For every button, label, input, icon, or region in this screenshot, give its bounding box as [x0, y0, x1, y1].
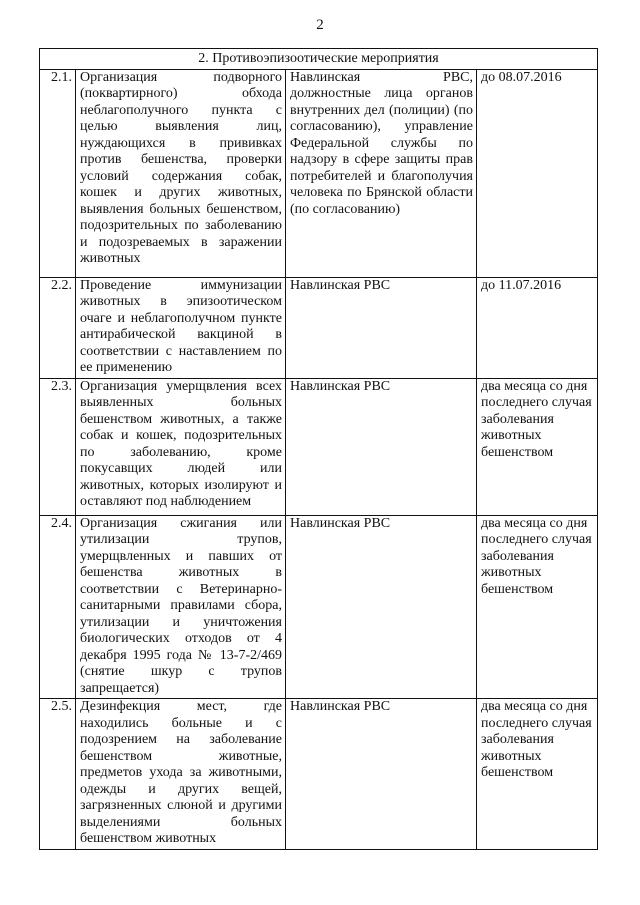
- row-number: 2.1.: [40, 69, 76, 277]
- deadline-cell: до 11.07.2016: [477, 277, 598, 378]
- row-number: 2.5.: [40, 699, 76, 850]
- responsible-cell: Навлинская РВС, должностные лица органов внутренних дел (полиции) (по согласованию), управление Федеральной службы по надзору в сфере защиты прав потребителей и благополучия человека по Брянской области (по согласованию): [286, 69, 477, 277]
- deadline-cell: до 08.07.2016: [477, 69, 598, 277]
- responsible-cell: Навлинская РВС: [286, 277, 477, 378]
- deadline-cell: два месяца со дня последнего случая заболевания животных бешенством: [477, 699, 598, 850]
- action-cell: Дезинфекция мест, где находились больные и с подозрением на заболевание бешенством животные, предметов ухода за животными, одежды и других вещей, загрязненных слюной и другими выделениями больных бешенством животных: [76, 699, 286, 850]
- section-title: 2. Противоэпизоотические мероприятия: [40, 49, 598, 70]
- table-row: [40, 69, 598, 277]
- responsible-cell: Навлинская РВС: [286, 378, 477, 515]
- responsible-cell: Навлинская РВС: [286, 699, 477, 850]
- page-number: 2: [316, 17, 324, 33]
- action-cell: Организация подворного (поквартирного) обхода неблагополучного пункта с целью выявления лиц, нуждающихся в прививках против бешенства, проверки условий содержания собак, кошек и других животных, выявления больных бешенством, подозрительных по заболеванию и подозреваемых в заражении животных: [76, 69, 286, 277]
- table-row: [40, 277, 598, 378]
- row-number: 2.2.: [40, 277, 76, 378]
- section-heading-row: [40, 49, 598, 70]
- table-row: [40, 515, 598, 699]
- measures-table: [39, 48, 598, 850]
- table-row: [40, 378, 598, 515]
- action-cell: Организация умерщвления всех выявленных больных бешенством животных, а также собак и кошек, подозрительных по заболеванию, кроме покусавщих людей или животных, которых изолируют и оставляют под наблюдением: [76, 378, 286, 515]
- table-row: [40, 699, 598, 850]
- deadline-cell: два месяца со дня последнего случая заболевания животных бешенством: [477, 378, 598, 515]
- row-number: 2.3.: [40, 378, 76, 515]
- row-number: 2.4.: [40, 515, 76, 699]
- deadline-cell: два месяца со дня последнего случая заболевания животных бешенством: [477, 515, 598, 699]
- responsible-cell: Навлинская РВС: [286, 515, 477, 699]
- action-cell: Проведение иммунизации животных в эпизоотическом очаге и неблагополучном пункте антирабической вакциной в соответствии с наставлением по ее применению: [76, 277, 286, 378]
- action-cell: Организация сжигания или утилизации трупов, умерщвленных и павших от бешенства животных в соответствии с Ветеринарно-санитарными правилами сбора, утилизации и уничтожения биологических отходов от 4 декабря 1995 года № 13-7-2/469 (снятие шкур с трупов запрещается): [76, 515, 286, 699]
